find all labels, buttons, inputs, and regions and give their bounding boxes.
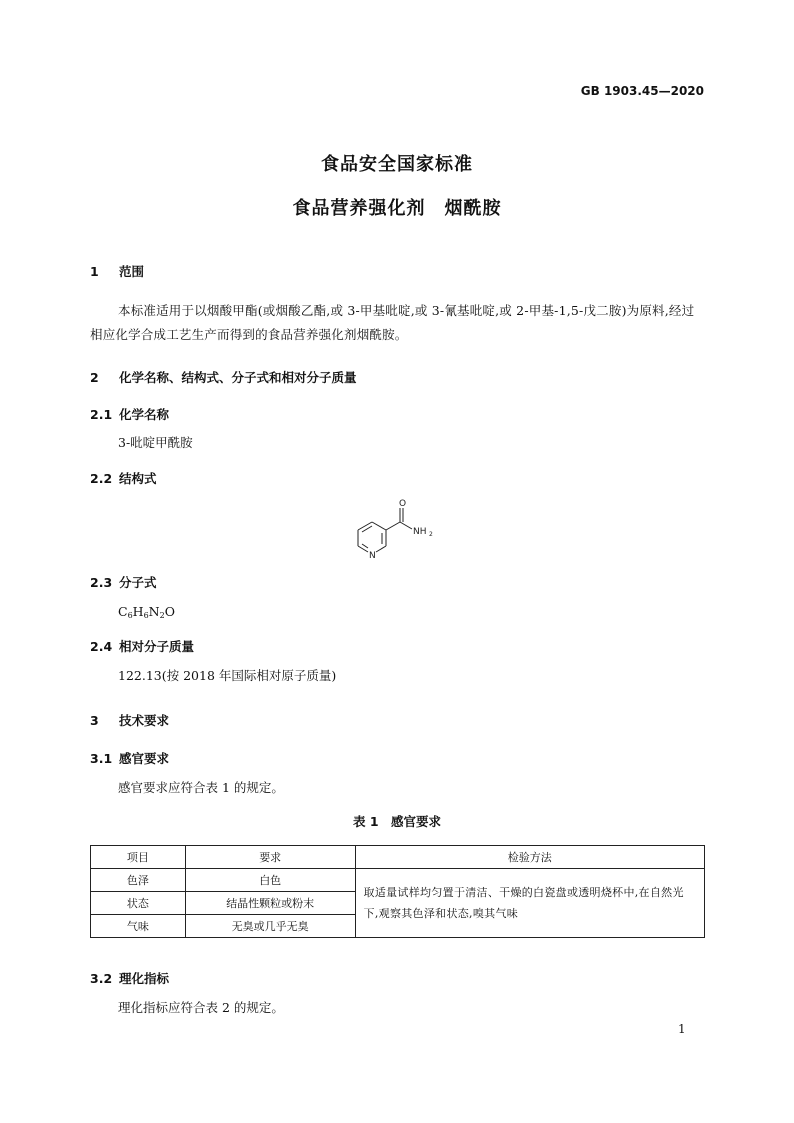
section-title: 结构式 [119, 471, 157, 486]
section-title: 范围 [119, 264, 145, 279]
oxygen-label: O [399, 499, 407, 509]
document-subtitle: 食品营养强化剂 烟酰胺 [292, 198, 502, 219]
section-3-1-heading [90, 749, 169, 767]
sensory-requirements-table [90, 845, 705, 938]
table-header: 要求 [185, 846, 355, 869]
sensory-requirement-text: 感官要求应符合表 1 的规定。 [118, 780, 284, 795]
table-cell-item: 气味 [91, 915, 186, 938]
section-title: 感官要求 [119, 751, 170, 766]
section-2-heading [90, 368, 357, 386]
molecular-formula: $C_6H_6N_2O$ [118, 604, 175, 620]
section-number: 3.1 [90, 751, 113, 766]
page-number: 1 [678, 1022, 686, 1036]
section-3-2-heading [90, 969, 169, 987]
section-number: 2.4 [90, 639, 113, 654]
table-cell-requirement: 结晶性颗粒或粉末 [185, 892, 355, 915]
section-2-3-heading [90, 573, 157, 591]
section-title: 化学名称、结构式、分子式和相对分子质量 [119, 370, 357, 385]
section-title: 分子式 [119, 575, 157, 590]
scope-paragraph: 本标准适用于以烟酸甲酯(或烟酸乙酯,或 3-甲基吡啶,或 3-氰基吡啶,或 2-甲基-1,5-戊二胺)为原料,经过相应化学合成工艺生产而得到的食品营养强化剂烟酰胺。 [90, 303, 695, 342]
section-title: 化学名称 [119, 407, 170, 422]
table-header: 项目 [91, 846, 186, 869]
table-cell-requirement: 白色 [185, 869, 355, 892]
document-title: 食品安全国家标准 [321, 154, 473, 175]
section-number: 3.2 [90, 971, 113, 986]
molecular-mass: 122.13(按 2018 年国际相对原子质量) [118, 668, 337, 683]
amine-subscript: 2 [429, 531, 433, 538]
section-number: 1 [90, 264, 99, 279]
section-2-1-heading [90, 405, 169, 423]
table-cell-requirement: 无臭或几乎无臭 [185, 915, 355, 938]
section-number: 2.1 [90, 407, 113, 422]
section-2-4-heading [90, 637, 194, 655]
section-1-heading [90, 262, 144, 280]
section-number: 2.2 [90, 471, 113, 486]
nitrogen-label: N [369, 551, 376, 561]
table-cell-item: 状态 [91, 892, 186, 915]
table-cell-method: 取适量试样均匀置于清洁、干燥的白瓷盘或透明烧杯中,在自然光下,观察其色泽和状态,嗅其气味 [355, 869, 704, 938]
structural-formula-diagram [350, 494, 450, 566]
section-title: 技术要求 [119, 713, 170, 728]
amine-label: NH [413, 527, 427, 537]
section-number: 2.3 [90, 575, 113, 590]
table-1-caption: 表 1 感官要求 [352, 814, 442, 829]
section-title: 理化指标 [119, 971, 170, 986]
section-2-2-heading [90, 469, 157, 487]
table-cell-item: 色泽 [91, 869, 186, 892]
standard-code: GB 1903.45—2020 [580, 84, 704, 98]
section-number: 3 [90, 713, 99, 728]
table-header-row [91, 846, 705, 869]
chemical-name: 3-吡啶甲酰胺 [118, 435, 193, 450]
section-3-heading [90, 711, 169, 729]
table-header: 检验方法 [355, 846, 704, 869]
physicochemical-requirement-text: 理化指标应符合表 2 的规定。 [118, 1000, 284, 1015]
table-row [91, 869, 705, 892]
section-number: 2 [90, 370, 99, 385]
section-title: 相对分子质量 [119, 639, 195, 654]
